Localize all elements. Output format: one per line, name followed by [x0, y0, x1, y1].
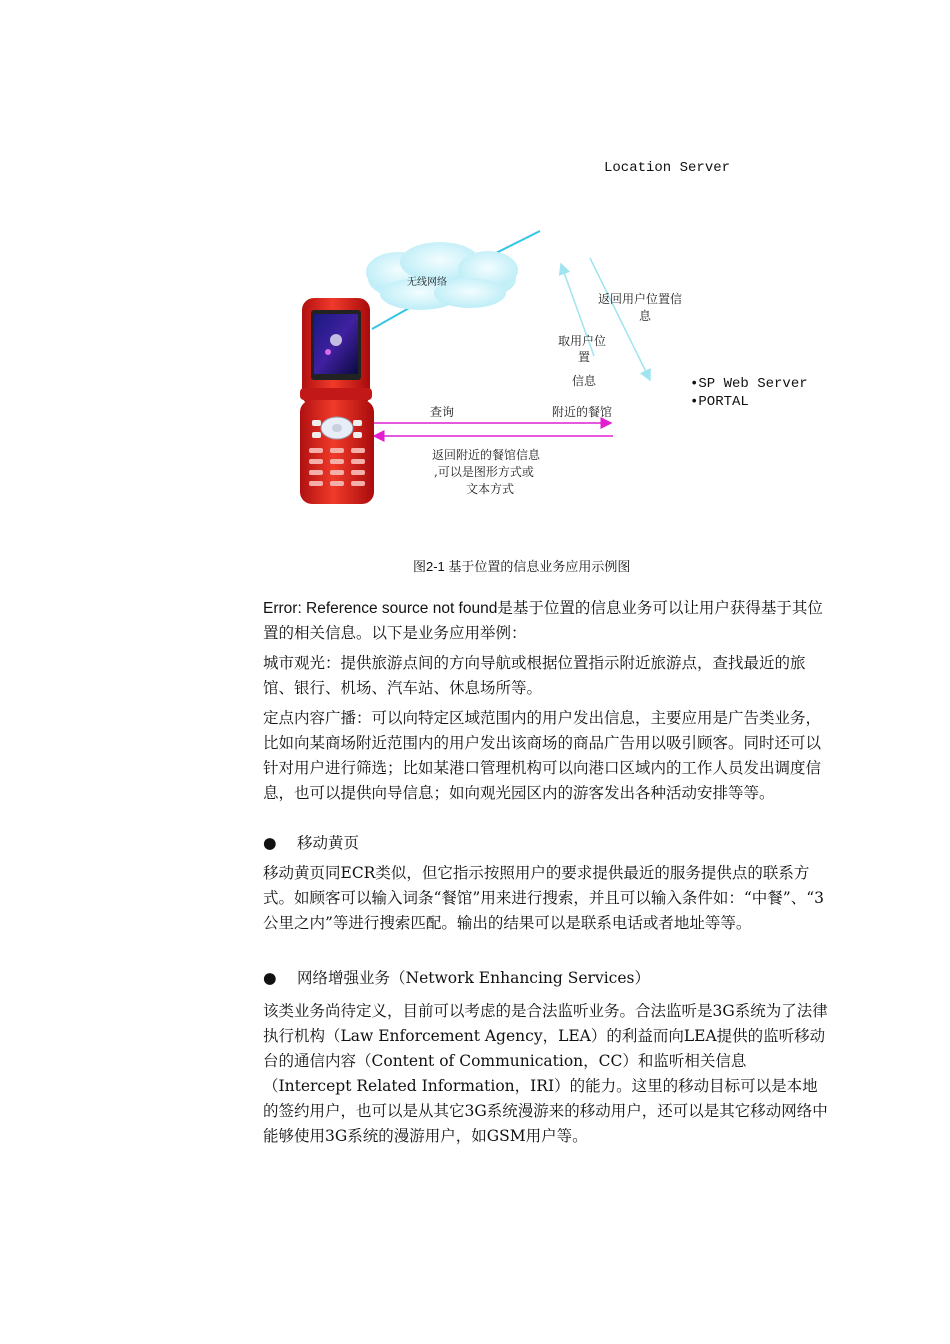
bullet-network-enhancing-label: 网络增强业务（Network Enhancing Services） — [297, 969, 650, 987]
broadcast-text: 定点内容广播：可以向特定区域范围内的用户发出信息，主要应用是广告类业务，比如向某商场附近范围内的用户发出该商场的商品广告用以吸引顾客。同时还可以针对用户进行筛选；比如某港口管理机构可以向港口区域内的工作人员发出调度信息，也可以提供向导信息；如向观光园区内的游客发出各种活动安排等等。 — [263, 709, 822, 802]
return-nearby-label-1: 返回附近的餐馆信息 — [432, 448, 541, 462]
bullet-dot: ● — [263, 834, 277, 852]
bullet-dot: ● — [263, 969, 277, 987]
return-position-label-1: 返回用户位置信 — [598, 292, 683, 306]
paragraph-city-tour — [263, 651, 833, 701]
yellow-pages-text: 移动黄页同ECR类似，但它指示按照用户的要求提供最近的服务提供点的联系方式。如顾客可以输入词条“餐馆”用来进行搜索，并且可以输入条件如：“中餐”、“3公里之内”等进行搜索匹配。输出的结果可以是联系电话或者地址等等。 — [263, 864, 824, 932]
get-position-label-2: 置 — [578, 350, 591, 364]
paragraph-broadcast — [263, 706, 833, 806]
bullet-yellow-pages-label: 移动黄页 — [297, 834, 360, 852]
paragraph-intro — [263, 596, 833, 646]
paragraph-lawful-intercept — [263, 999, 833, 1149]
return-position-label-2: 息 — [639, 309, 652, 323]
bullet-yellow-pages — [263, 831, 359, 856]
reference-error-text: Error: Reference source not found — [263, 600, 498, 617]
cloud-label: 无线网络 — [407, 277, 447, 288]
sp-web-server-label: •SP Web Server — [690, 376, 808, 392]
lawful-intercept-text: 该类业务尚待定义，目前可以考虑的是合法监听业务。合法监听是3G系统为了法律执行机构（Law Enforcement Agency，LEA）的利益而向LEA提供的监听移动台的通信内容（Content of Communication，CC）和监听相关信息（Intercept Related Information，IRI）的能力。这里的移动目标可以是本地的签约用户，也可以是从其它3G系统漫游来的移动用户，还可以是其它移动网络中能够使用3G系统的漫游用户，如GSM用户等。 — [263, 1002, 828, 1145]
figure-caption: 图2-1 基于位置的信息业务应用示例图 — [413, 559, 631, 574]
paragraph-yellow-pages — [263, 861, 833, 936]
return-nearby-label-2: ,可以是图形方式或 — [434, 465, 534, 479]
get-position-label-1: 取用户位 — [558, 334, 607, 348]
portal-label: •PORTAL — [690, 394, 749, 410]
mobile-phone-icon — [300, 298, 374, 504]
nearby-restaurant-label: 附近的餐馆 — [552, 405, 613, 419]
bullet-network-enhancing — [263, 966, 650, 991]
location-server-label: Location Server — [604, 160, 731, 176]
intro-text: 是基于位置的信息业务可以让用户获得基于其位置的相关信息。以下是业务应用举例： — [263, 599, 823, 642]
city-tour-text: 城市观光：提供旅游点间的方向导航或根据位置指示附近旅游点，查找最近的旅馆、银行、机场、汽车站、休息场所等。 — [263, 654, 806, 697]
get-position-label-3: 信息 — [572, 374, 597, 388]
return-nearby-label-3: 文本方式 — [466, 482, 515, 496]
query-label: 查询 — [430, 405, 455, 419]
